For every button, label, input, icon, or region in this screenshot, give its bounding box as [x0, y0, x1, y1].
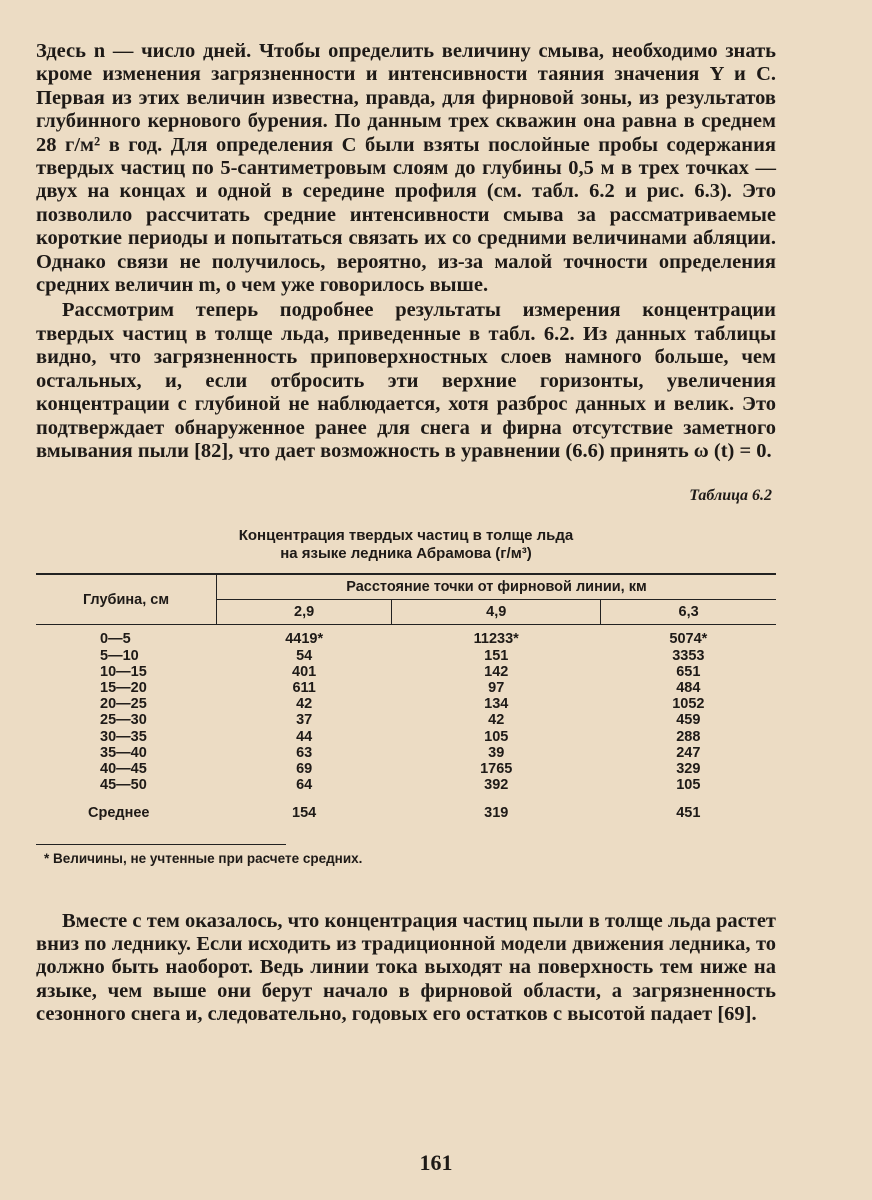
table-row — [36, 664, 776, 680]
value-cell: 42 — [488, 712, 505, 729]
value-cell: 42 — [296, 696, 313, 713]
depth-cell: 30—35 — [100, 728, 147, 745]
table-caption-line-2: на языке ледника Абрамова (г/м³) — [280, 545, 532, 563]
paragraph-1: Здесь n — число дней. Чтобы определить величину смыва, необходимо знать кроме изменения загрязненности и интенсивности таяния значения Y и C. Первая из этих величин известна, правда, для фирновой зоны, из результатов глубинного кернового бурения. По данным трех скважин она равна в среднем 28 г/м² в год. Для определения C были взяты послойные пробы содержания твердых частиц по 5-сантиметровым слоям до глубины 0,5 м в трех точках — двух на концах и одной в середине профиля (см. табл. 6.2 и рис. 6.3). Это позволило рассчитать средние интенсивности смыва за рассматриваемые короткие периоды и попытаться связать их со средними величинами абляции. Однако связи не получилось, вероятно, из-за малой точности определения средних величин m, о чем уже говорилось выше. — [36, 40, 776, 297]
table-caption-line-1: Концентрация твердых частиц в толще льда — [238, 527, 574, 545]
table-caption — [36, 527, 776, 563]
table-row — [36, 729, 776, 745]
depth-cell: 10—15 — [100, 663, 147, 680]
value-cell: 63 — [296, 744, 313, 761]
table-row — [36, 761, 776, 777]
value-cell: 134 — [484, 696, 509, 713]
value-cell: 142 — [484, 663, 509, 680]
value-cell: 1052 — [672, 696, 705, 713]
depth-cell: 5—10 — [100, 647, 139, 664]
table-row — [36, 648, 776, 664]
value-cell: 151 — [484, 647, 509, 664]
average-value: 154 — [292, 805, 317, 822]
value-cell: 3353 — [672, 647, 705, 664]
value-cell: 39 — [488, 744, 505, 761]
value-cell: 611 — [292, 679, 316, 696]
table-row-average — [36, 793, 776, 831]
concentration-table — [36, 573, 776, 831]
column-header-6-3: 6,3 — [601, 600, 776, 625]
value-cell: 64 — [296, 777, 313, 794]
table-row — [36, 777, 776, 793]
value-cell: 54 — [296, 647, 313, 664]
paragraph-2: Рассмотрим теперь подробнее результаты измерения концентрации твердых частиц в толще льда, приведенные в табл. 6.2. Из данных таблицы видно, что загрязненность приповерхностных слоев намного больше, чем остальных, и, если отбросить эти верхние горизонты, увеличения концентрации с глубиной не наблюдается, хотя разброс данных и велик. Это подтверждает обнаруженное ранее для снега и фирна отсутствие заметного вмывания пыли [82], что дает возможность в уравнении (6.6) принять ω (t) = 0. — [36, 299, 776, 462]
depth-cell: 25—30 — [100, 712, 147, 729]
value-cell: 247 — [676, 744, 701, 761]
page-number: 161 — [419, 1150, 453, 1175]
value-cell: 392 — [484, 777, 509, 794]
value-cell: 105 — [484, 728, 509, 745]
depth-cell: 40—45 — [100, 760, 147, 777]
value-cell: 69 — [296, 760, 313, 777]
table-row — [36, 680, 776, 696]
value-cell: 105 — [676, 777, 701, 794]
value-cell: 329 — [676, 760, 701, 777]
average-label: Среднее — [88, 805, 150, 822]
table-row — [36, 625, 776, 648]
depth-cell: 15—20 — [100, 679, 147, 696]
value-cell: 651 — [676, 663, 701, 680]
value-cell: 288 — [676, 728, 701, 745]
depth-cell: 0—5 — [100, 631, 131, 648]
depth-cell: 20—25 — [100, 696, 147, 713]
column-header-2-9: 2,9 — [217, 600, 392, 625]
column-header-4-9: 4,9 — [392, 600, 601, 625]
table-row — [36, 696, 776, 712]
value-cell: 401 — [292, 663, 317, 680]
table-row — [36, 712, 776, 728]
value-cell: 5074* — [669, 631, 708, 648]
column-header-depth: Глубина, см — [36, 574, 217, 625]
average-value: 451 — [676, 805, 701, 822]
value-cell: 484 — [676, 679, 701, 696]
column-group-header-distance: Расстояние точки от фирновой линии, км — [217, 574, 777, 600]
value-cell: 459 — [676, 712, 701, 729]
value-cell: 97 — [488, 679, 505, 696]
table-label: Таблица 6.2 — [689, 487, 772, 505]
depth-cell: 45—50 — [100, 777, 147, 794]
paragraph-3: Вместе с тем оказалось, что концентрация частиц пыли в толще льда растет вниз по леднику. Если исходить из традиционной модели движения ледника, то должно быть наоборот. Ведь линии тока выходят на поверхность тем ниже на языке, чем выше они берут начало в фирновой области, а загрязненность сезонного снега и, следовательно, годовых его остатков с высотой падает [69]. — [36, 909, 776, 1026]
value-cell: 11233* — [473, 631, 519, 648]
average-value: 319 — [484, 805, 509, 822]
table-row — [36, 745, 776, 761]
value-cell: 37 — [296, 712, 313, 729]
table-footnote: * Величины, не учтенные при расчете средних. — [44, 850, 363, 866]
value-cell: 4419* — [285, 631, 324, 648]
footnote-divider — [36, 844, 286, 845]
depth-cell: 35—40 — [100, 744, 147, 761]
value-cell: 44 — [296, 728, 313, 745]
value-cell: 1765 — [480, 760, 513, 777]
